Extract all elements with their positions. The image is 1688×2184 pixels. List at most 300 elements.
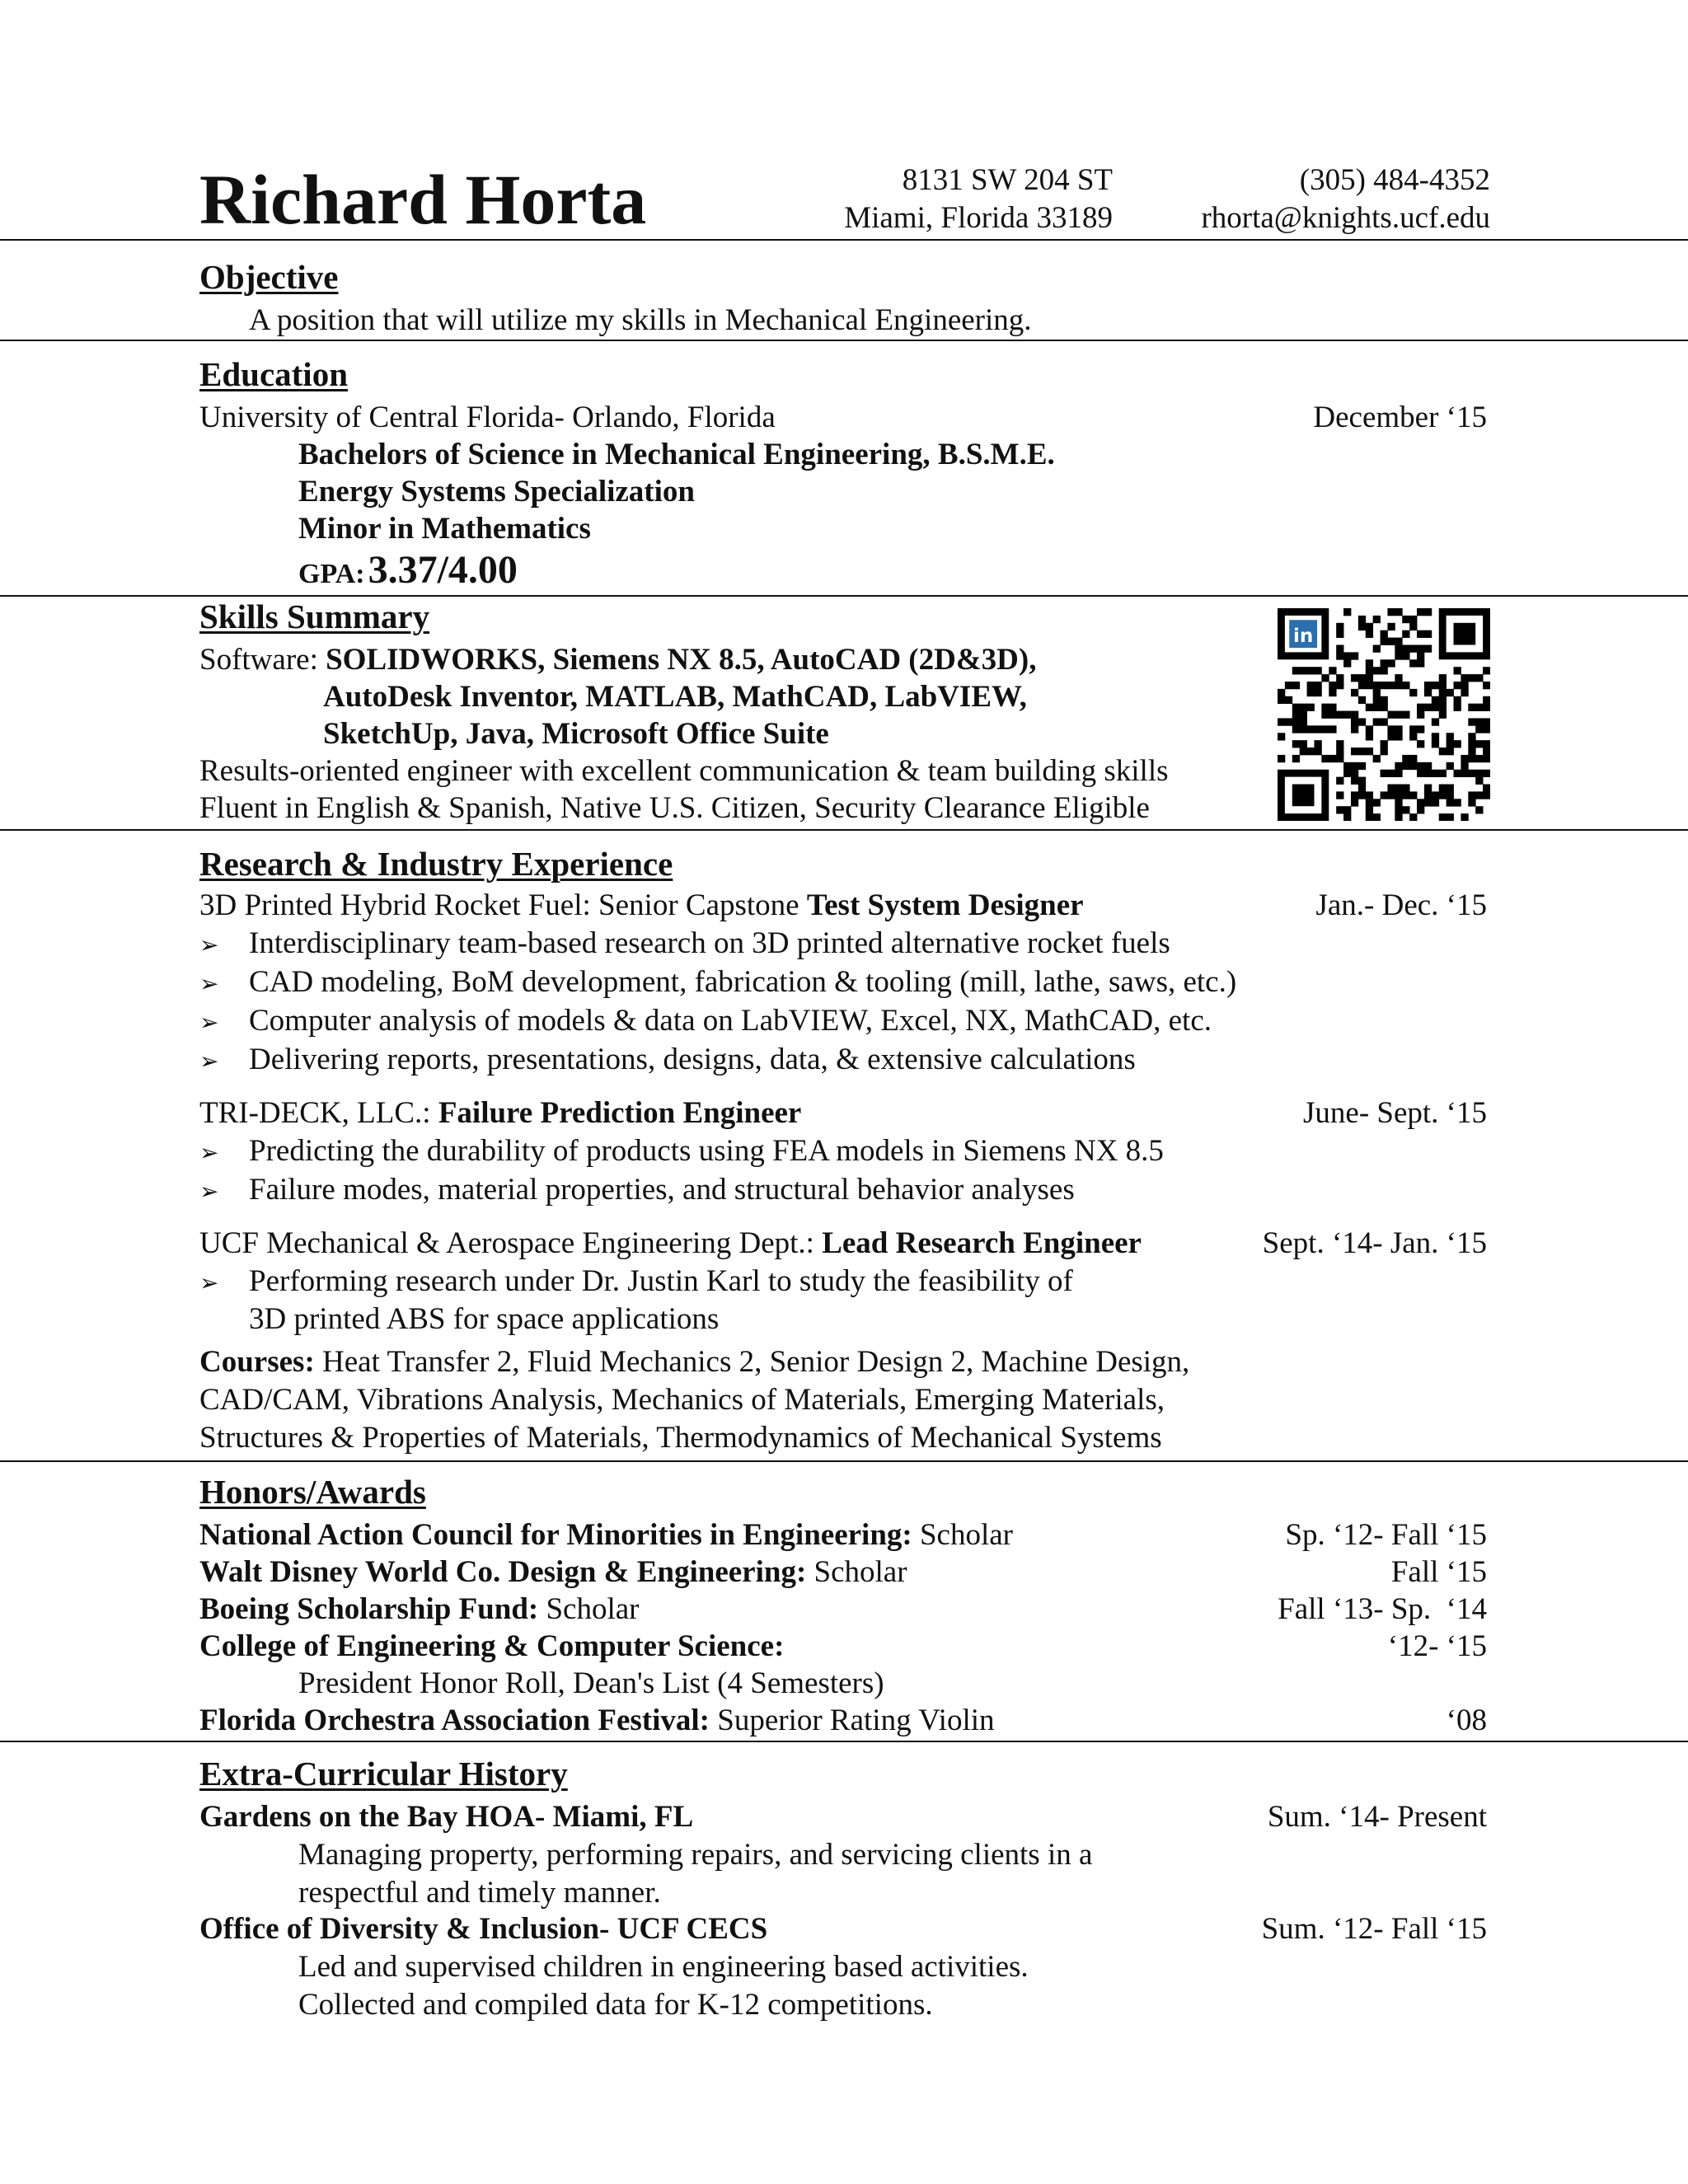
qr-module: [1424, 682, 1432, 689]
honors-divider: [0, 1741, 1688, 1742]
qr-module: [1278, 718, 1285, 725]
qr-module: [1417, 770, 1424, 777]
qr-module: [1424, 704, 1432, 711]
qr-module: [1366, 733, 1373, 740]
job-1-bullet: [199, 963, 218, 1003]
arrow-bullet-icon: ➢: [199, 931, 219, 958]
qr-module: [1432, 791, 1439, 799]
qr-module: [1343, 762, 1351, 770]
qr-module: [1351, 711, 1358, 719]
qr-module: [1483, 785, 1490, 792]
arrow-bullet-icon: ➢: [199, 1009, 219, 1036]
education-minor: Minor in Mathematics: [298, 512, 591, 546]
qr-module: [1409, 791, 1417, 799]
qr-module: [1343, 813, 1351, 821]
qr-module: [1402, 806, 1409, 813]
qr-module: [1292, 755, 1300, 762]
qr-module: [1373, 644, 1381, 652]
skills-line-4: Results-oriented engineer with excellent communication & team building skills: [199, 754, 1169, 788]
job-1-bullet: [199, 1041, 218, 1080]
qr-module: [1409, 623, 1417, 630]
qr-module: [1461, 770, 1468, 777]
qr-module: [1381, 630, 1388, 638]
qr-module: [1475, 704, 1483, 711]
qr-module: [1300, 711, 1307, 719]
qr-module: [1483, 748, 1490, 755]
qr-module: [1417, 711, 1424, 719]
honor-4: [199, 1628, 784, 1666]
qr-module: [1402, 644, 1409, 652]
qr-module: [1483, 696, 1490, 704]
courses-label: Courses:: [199, 1345, 315, 1379]
qr-module: [1336, 740, 1343, 748]
job-2-title: [199, 1094, 801, 1132]
honor-5-name: Florida Orchestra Association Festival:: [199, 1704, 710, 1737]
qr-module: [1329, 667, 1336, 674]
qr-module: [1417, 740, 1424, 748]
qr-module: [1439, 711, 1447, 719]
qr-module: [1366, 630, 1373, 638]
qr-module: [1373, 689, 1381, 696]
qr-module: [1439, 704, 1447, 711]
qr-module: [1321, 711, 1329, 719]
qr-module: [1432, 718, 1439, 725]
qr-module: [1402, 616, 1409, 623]
qr-finder-inner: [1454, 623, 1476, 645]
qr-module: [1447, 813, 1454, 821]
qr-module: [1417, 630, 1424, 638]
qr-module: [1424, 785, 1432, 792]
qr-module: [1381, 638, 1388, 645]
qr-module: [1447, 762, 1454, 770]
qr-module: [1409, 762, 1417, 770]
qr-module: [1314, 689, 1321, 696]
honor-5: [199, 1702, 995, 1740]
courses-line-2: CAD/CAM, Vibrations Analysis, Mechanics of Materials, Emerging Materials,: [199, 1383, 1165, 1417]
job-3-bullet-1-continued: 3D printed ABS for space applications: [249, 1302, 720, 1336]
arrow-bullet-icon: ➢: [199, 1047, 219, 1075]
skills-heading: Skills Summary: [199, 598, 430, 635]
qr-module: [1447, 733, 1454, 740]
job-3-title: [199, 1225, 1142, 1263]
qr-module: [1417, 799, 1424, 806]
honor-2-role: Scholar: [806, 1555, 907, 1589]
qr-module: [1417, 806, 1424, 813]
qr-module: [1461, 682, 1468, 689]
qr-module: [1321, 704, 1329, 711]
extra-2-line-1: Led and supervised children in engineering based activities.: [298, 1950, 1029, 1984]
qr-module: [1314, 740, 1321, 748]
arrow-bullet-icon: ➢: [199, 970, 219, 997]
qr-module: [1439, 748, 1447, 755]
qr-module: [1343, 608, 1351, 616]
qr-module: [1395, 682, 1402, 689]
qr-module: [1366, 725, 1373, 733]
qr-module: [1292, 667, 1300, 674]
qr-module: [1351, 652, 1358, 659]
honor-5-role: Superior Rating Violin: [710, 1704, 995, 1737]
qr-module: [1432, 733, 1439, 740]
qr-module: [1483, 755, 1490, 762]
qr-module: [1483, 791, 1490, 799]
qr-module: [1329, 755, 1336, 762]
arrow-bullet-icon: ➢: [199, 1178, 219, 1205]
qr-module: [1395, 674, 1402, 682]
qr-module: [1409, 733, 1417, 740]
qr-module: [1300, 740, 1307, 748]
qr-module: [1483, 667, 1490, 674]
qr-module: [1351, 689, 1358, 696]
qr-module: [1358, 777, 1366, 785]
header-divider: [0, 239, 1688, 241]
qr-module: [1292, 704, 1300, 711]
qr-module: [1387, 725, 1395, 733]
qr-module: [1387, 791, 1395, 799]
extra-2-org: Office of Diversity & Inclusion- UCF CECS: [199, 1912, 768, 1946]
qr-module: [1351, 777, 1358, 785]
job-1-bullet-4: Delivering reports, presentations, designs, data, & extensive calculations: [249, 1043, 1136, 1076]
qr-module: [1314, 725, 1321, 733]
qr-module: [1336, 623, 1343, 630]
qr-module: [1351, 718, 1358, 725]
honor-4-name: College of Engineering & Computer Science:: [199, 1629, 785, 1663]
qr-module: [1387, 711, 1395, 719]
qr-module: [1475, 770, 1483, 777]
qr-module: [1395, 785, 1402, 792]
qr-module: [1475, 740, 1483, 748]
qr-module: [1468, 704, 1475, 711]
qr-module: [1366, 659, 1373, 667]
job-1-date: Jan.- Dec. ‘15: [1315, 888, 1487, 922]
software-list-1: SOLIDWORKS, Siemens NX 8.5, AutoCAD (2D&3D),: [326, 643, 1037, 677]
qr-module: [1358, 616, 1366, 623]
experience-divider: [0, 1460, 1688, 1462]
qr-module: [1417, 725, 1424, 733]
job-1-bullet-2: CAD modeling, BoM development, fabrication & tooling (mill, lathe, saws, etc.): [249, 965, 1237, 999]
qr-module: [1381, 770, 1388, 777]
qr-module: [1483, 725, 1490, 733]
qr-module: [1447, 799, 1454, 806]
qr-module: [1417, 652, 1424, 659]
qr-module: [1278, 755, 1285, 762]
qr-module: [1358, 674, 1366, 682]
qr-module: [1366, 704, 1373, 711]
education-specialization: Energy Systems Specialization: [298, 475, 695, 509]
honor-1-name: National Action Council for Minorities in Engineering:: [199, 1518, 912, 1552]
qr-module: [1285, 682, 1292, 689]
qr-module: [1468, 791, 1475, 799]
qr-module: [1343, 652, 1351, 659]
qr-module: [1395, 644, 1402, 652]
extra-heading: Extra-Curricular History: [199, 1755, 568, 1793]
honors-heading: Honors/Awards: [199, 1473, 426, 1511]
gpa-label: GPA:: [298, 559, 365, 589]
qr-module: [1366, 667, 1373, 674]
qr-module: [1329, 711, 1336, 719]
qr-module: [1292, 682, 1300, 689]
qr-module: [1292, 711, 1300, 719]
qr-module: [1358, 718, 1366, 725]
qr-module: [1358, 696, 1366, 704]
experience-heading: Research & Industry Experience: [199, 845, 673, 883]
qr-module: [1439, 689, 1447, 696]
qr-module: [1300, 704, 1307, 711]
qr-module: [1395, 770, 1402, 777]
honor-4-date: ‘12- ‘15: [1387, 1629, 1487, 1663]
honor-1-role: Scholar: [912, 1518, 1013, 1552]
qr-module: [1432, 682, 1439, 689]
honor-3: [199, 1591, 640, 1629]
qr-module: [1292, 718, 1300, 725]
qr-module: [1292, 725, 1300, 733]
qr-module: [1468, 755, 1475, 762]
qr-module: [1373, 616, 1381, 623]
courses-line-3: Structures & Properties of Materials, Thermodynamics of Mechanical Systems: [199, 1421, 1162, 1455]
qr-module: [1381, 740, 1388, 748]
qr-module: [1468, 748, 1475, 755]
qr-module: [1409, 755, 1417, 762]
qr-module: [1468, 740, 1475, 748]
qr-module: [1402, 652, 1409, 659]
qr-module: [1432, 770, 1439, 777]
qr-module: [1373, 704, 1381, 711]
qr-module: [1447, 785, 1454, 792]
qr-module: [1395, 711, 1402, 719]
qr-module: [1366, 682, 1373, 689]
qr-module: [1351, 799, 1358, 806]
job-1-bullet: [199, 925, 218, 964]
qr-module: [1381, 704, 1388, 711]
qr-module: [1366, 674, 1373, 682]
qr-module: [1336, 644, 1343, 652]
qr-module: [1432, 740, 1439, 748]
qr-module: [1454, 696, 1461, 704]
qr-module: [1336, 806, 1343, 813]
qr-module: [1329, 682, 1336, 689]
qr-module: [1366, 813, 1373, 821]
qr-module: [1387, 623, 1395, 630]
qr-module: [1373, 799, 1381, 806]
education-date: December ‘15: [1313, 401, 1487, 434]
job-2-bullet-1: Predicting the durability of products using FEA models in Siemens NX 8.5: [249, 1134, 1164, 1168]
qr-module: [1395, 813, 1402, 821]
qr-module: [1409, 644, 1417, 652]
qr-module: [1417, 762, 1424, 770]
job-2-bullet: [199, 1171, 218, 1211]
job-3-date: Sept. ‘14- Jan. ‘15: [1262, 1226, 1487, 1260]
extra-2-line-2: Collected and compiled data for K-12 competitions.: [298, 1988, 933, 2022]
job-3-bullet-1: Performing research under Dr. Justin Karl to study the feasibility of: [249, 1264, 1073, 1298]
job-3-org: UCF Mechanical & Aerospace Engineering Dept.:: [199, 1226, 823, 1260]
qr-module: [1483, 718, 1490, 725]
qr-module: [1409, 813, 1417, 821]
arrow-bullet-icon: ➢: [199, 1269, 219, 1296]
qr-module: [1395, 799, 1402, 806]
email-address[interactable]: rhorta@knights.ucf.edu: [1201, 201, 1490, 235]
qr-module: [1278, 733, 1285, 740]
qr-module: [1432, 696, 1439, 704]
qr-module: [1395, 638, 1402, 645]
skills-line-5: Fluent in English & Spanish, Native U.S. Citizen, Security Clearance Eligible: [199, 791, 1150, 825]
qr-module: [1300, 718, 1307, 725]
qr-module: [1475, 725, 1483, 733]
qr-module: [1387, 608, 1395, 616]
qr-module: [1381, 667, 1388, 674]
qr-module: [1439, 682, 1447, 689]
qr-module: [1409, 689, 1417, 696]
qr-module: [1314, 667, 1321, 674]
qr-module: [1336, 748, 1343, 755]
qr-module: [1468, 718, 1475, 725]
qr-module: [1439, 674, 1447, 682]
honor-2: [199, 1554, 907, 1591]
qr-module: [1424, 689, 1432, 696]
qr-module: [1468, 674, 1475, 682]
honor-3-name: Boeing Scholarship Fund:: [199, 1592, 539, 1626]
qr-module: [1351, 770, 1358, 777]
job-2-org: TRI-DECK, LLC.:: [199, 1096, 438, 1130]
qr-module: [1402, 762, 1409, 770]
qr-module: [1395, 733, 1402, 740]
qr-module: [1300, 725, 1307, 733]
job-2-bullet: [199, 1132, 218, 1172]
qr-module: [1336, 777, 1343, 785]
qr-module: [1395, 608, 1402, 616]
extra-1-line-2: respectful and timely manner.: [298, 1876, 661, 1910]
qr-module: [1475, 791, 1483, 799]
qr-module: [1395, 762, 1402, 770]
qr-module: [1329, 704, 1336, 711]
job-1-title: [199, 887, 1084, 925]
qr-module: [1307, 704, 1315, 711]
qr-module: [1447, 748, 1454, 755]
qr-module: [1387, 659, 1395, 667]
qr-module: [1424, 630, 1432, 638]
qr-module: [1424, 791, 1432, 799]
qr-module: [1417, 644, 1424, 652]
qr-module: [1373, 682, 1381, 689]
qr-module: [1300, 667, 1307, 674]
qr-module: [1381, 659, 1388, 667]
job-1-bullet-3: Computer analysis of models & data on LabVIEW, Excel, NX, MathCAD, etc.: [249, 1004, 1212, 1038]
qr-module: [1358, 791, 1366, 799]
qr-module: [1329, 689, 1336, 696]
qr-module: [1307, 682, 1315, 689]
qr-code-graphic: [1278, 608, 1490, 821]
qr-module: [1424, 762, 1432, 770]
qr-module: [1402, 711, 1409, 719]
qr-module: [1432, 704, 1439, 711]
qr-module: [1351, 725, 1358, 733]
address-line-2: Miami, Florida 33189: [844, 201, 1113, 235]
job-1-role: Test System Designer: [806, 888, 1084, 922]
qr-module: [1307, 725, 1315, 733]
qr-module: [1351, 762, 1358, 770]
qr-module: [1461, 755, 1468, 762]
qr-module: [1395, 806, 1402, 813]
qr-module: [1424, 770, 1432, 777]
qr-module: [1366, 623, 1373, 630]
education-gpa: [298, 547, 518, 602]
job-3-bullet: [199, 1263, 218, 1302]
software-label: Software:: [199, 643, 318, 677]
honor-5-date: ‘08: [1446, 1704, 1487, 1737]
qr-module: [1387, 785, 1395, 792]
qr-module: [1483, 740, 1490, 748]
qr-module: [1307, 689, 1315, 696]
qr-module: [1424, 799, 1432, 806]
qr-module: [1461, 813, 1468, 821]
skills-software-line-2: AutoDesk Inventor, MATLAB, MathCAD, LabVIEW,: [323, 680, 1027, 714]
qr-module: [1483, 770, 1490, 777]
qr-module: [1409, 659, 1417, 667]
objective-text: A position that will utilize my skills in Mechanical Engineering.: [249, 303, 1032, 337]
qr-module: [1381, 718, 1388, 725]
qr-module: [1439, 813, 1447, 821]
qr-module: [1402, 682, 1409, 689]
qr-module: [1439, 770, 1447, 777]
qr-module: [1424, 608, 1432, 616]
qr-module: [1447, 740, 1454, 748]
qr-module: [1468, 770, 1475, 777]
qr-module: [1483, 682, 1490, 689]
qr-module: [1439, 696, 1447, 704]
qr-module: [1373, 696, 1381, 704]
qr-module: [1475, 674, 1483, 682]
qr-module: [1373, 667, 1381, 674]
qr-module: [1381, 696, 1388, 704]
honor-1: [199, 1516, 1013, 1554]
skills-software-line-3: SketchUp, Java, Microsoft Office Suite: [323, 717, 829, 751]
qr-module: [1336, 682, 1343, 689]
job-1-org: 3D Printed Hybrid Rocket Fuel: Senior Capstone: [199, 888, 807, 922]
extra-1-org: Gardens on the Bay HOA- Miami, FL: [199, 1800, 694, 1834]
qr-module: [1409, 725, 1417, 733]
qr-module: [1351, 748, 1358, 755]
job-3-role: Lead Research Engineer: [822, 1226, 1142, 1260]
linkedin-qr-code[interactable]: [1278, 608, 1490, 821]
qr-module: [1321, 755, 1329, 762]
qr-module: [1395, 652, 1402, 659]
qr-module: [1336, 791, 1343, 799]
qr-module: [1447, 791, 1454, 799]
qr-module: [1351, 791, 1358, 799]
honor-2-date: Fall ‘15: [1390, 1555, 1487, 1589]
qr-module: [1447, 689, 1454, 696]
qr-module: [1454, 682, 1461, 689]
qr-module: [1454, 667, 1461, 674]
qr-module: [1307, 667, 1315, 674]
qr-module: [1381, 748, 1388, 755]
qr-module: [1329, 725, 1336, 733]
qr-module: [1358, 785, 1366, 792]
honor-1-date: Sp. ‘12- Fall ‘15: [1285, 1518, 1487, 1552]
job-2-date: June- Sept. ‘15: [1303, 1096, 1487, 1130]
qr-module: [1278, 696, 1285, 704]
honor-4-detail: President Honor Roll, Dean's List (4 Semesters): [298, 1666, 884, 1700]
objective-heading: Objective: [199, 258, 339, 296]
qr-module: [1483, 704, 1490, 711]
resume-name: Richard Horta: [199, 160, 647, 239]
qr-module: [1314, 682, 1321, 689]
extra-1-date: Sum. ‘14- Present: [1267, 1800, 1487, 1834]
qr-module: [1366, 791, 1373, 799]
qr-module: [1461, 674, 1468, 682]
qr-module: [1468, 799, 1475, 806]
qr-module: [1417, 659, 1424, 667]
job-2-bullet-2: Failure modes, material properties, and structural behavior analyses: [249, 1173, 1075, 1207]
qr-module: [1387, 733, 1395, 740]
